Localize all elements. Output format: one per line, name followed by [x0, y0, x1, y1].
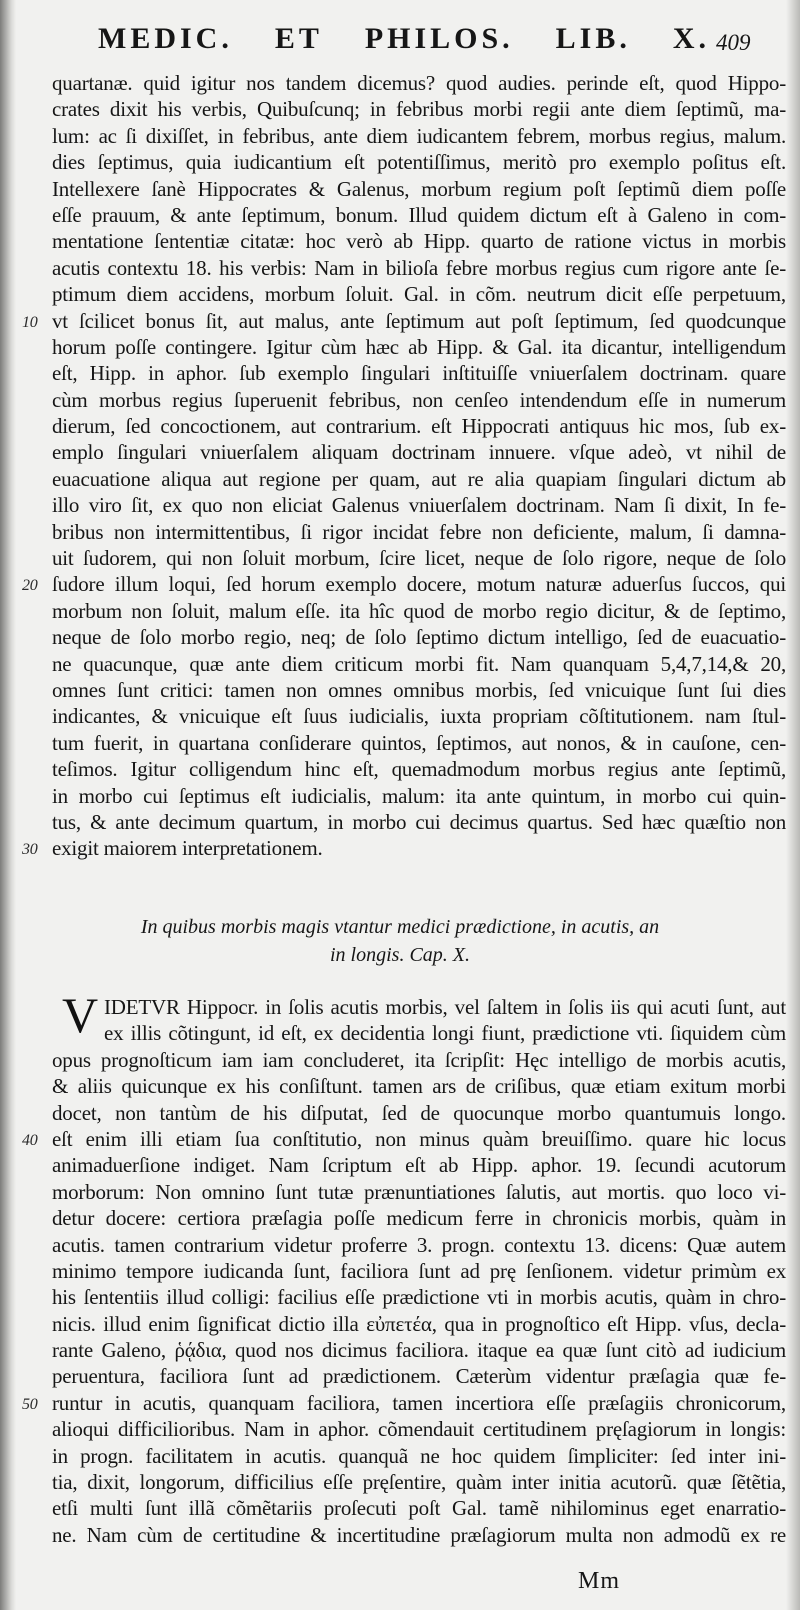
text-line-content: acutis contextu 18. his verbis: Nam in bilioſa febre morbus regius cum rigore ante ſe-	[52, 255, 786, 280]
text-line-content: detur docere: certiora præſagia poſſe medicum ferre in chronicis morbis, quàm in	[52, 1206, 786, 1231]
text-line-content: in progn. facilitatem in acutis. quanquã ne hoc quidem ſimpliciter: ſed inter ini-	[52, 1443, 786, 1468]
text-line-content: IDETVR Hippocr. in ſolis acutis morbis, vel ſaltem in ſolis iis qui acuti ſunt, aut	[104, 995, 786, 1019]
text-line-content: dierum, ſed concoctionem, aut contrarium. eſt Hippocrati antiquus hic mos, ſub ex-	[52, 414, 786, 439]
text-line	[44, 1232, 786, 1258]
text-line-content: illo viro ſit, ex quo non eliciat Galenus vniuerſalem doctrinam. Nam ſi dixit, In fe-	[52, 493, 786, 518]
text-line-content: cùm morbus regius ſuperuenit febribus, non cenſeo intendendum eſſe in numerum	[52, 387, 786, 412]
text-line	[44, 1179, 786, 1205]
body-text-section-1	[22, 70, 786, 862]
text-line	[22, 835, 786, 861]
text-line	[44, 624, 786, 650]
header-word: X.	[672, 22, 710, 55]
page-number: 409	[716, 30, 751, 55]
line-number: 50	[22, 1395, 38, 1413]
text-line-content: morborum: Non omnino ſunt tutæ prænuntiationes ſalutis, aut mortis. quo loco vi-	[52, 1179, 786, 1204]
text-line	[44, 1152, 786, 1178]
text-line-content: ex illis cõtingunt, id eſt, ex decidentia longi fiunt, prædictione vti. ſiquidem cùm	[104, 1021, 786, 1046]
text-line-content: his ſententiis illud colligi: facilius eſſe prædictione vti in morbis acutis, quàm in chro-	[52, 1285, 786, 1310]
text-line	[44, 703, 786, 729]
text-line	[22, 308, 786, 334]
text-line	[44, 281, 786, 307]
text-line-content: tus, & ante decimum quartum, in morbo cui decimus quartus. Sed hæc quæſtio non	[52, 809, 786, 834]
text-line	[44, 439, 786, 465]
text-line	[44, 202, 786, 228]
text-line	[44, 1047, 786, 1073]
text-line	[44, 360, 786, 386]
text-line	[44, 1363, 786, 1389]
text-line-content: indicantes, & vnicuique eſt ſuus iudicialis, iuxta propriam cõſtitutionem. nam ſtul-	[52, 704, 786, 729]
text-line	[44, 149, 786, 175]
text-line	[44, 1495, 786, 1521]
text-line	[44, 519, 786, 545]
text-line	[44, 387, 786, 413]
text-line	[44, 228, 786, 254]
text-line	[44, 1020, 786, 1046]
text-line	[22, 571, 786, 597]
text-line-content: tum fuerit, in quartana conſiderare quintos, ſeptimos, aut nonos, & in cauſone, cen-	[52, 730, 786, 755]
text-line	[44, 1337, 786, 1363]
text-line	[44, 783, 786, 809]
text-line	[44, 413, 786, 439]
text-line-content: & aliis quicunque ex his conſiſtunt. tamen ars de criſibus, quæ etiam exitum morbi	[52, 1074, 786, 1099]
text-line-content: ſudore illum loqui, ſed horum exemplo docere, motum naturæ aduerſus ſuccos, qui	[52, 572, 786, 597]
text-line	[44, 1416, 786, 1442]
text-line	[44, 1522, 786, 1548]
text-line-content: docet, non tantùm de his diſputat, ſed de quocunque morbo quantumuis longo.	[52, 1100, 786, 1125]
text-line	[44, 123, 786, 149]
text-line-content: horum poſſe contingere. Igitur cùm hæc ab Hipp. & Gal. ita dicantur, intelligendum	[52, 334, 786, 359]
line-number: 40	[22, 1131, 38, 1149]
text-line-content: exigit maiorem interpretationem.	[52, 836, 323, 861]
text-line	[44, 1073, 786, 1099]
text-line-content: neque de ſolo morbo regio, neq; de ſolo ſeptimo dictum intelligo, ſed de euacuatio-	[52, 625, 786, 650]
text-line	[44, 677, 786, 703]
text-line-content: crates dixit his verbis, Quibuſcunq; in febribus morbi regii ante diem ſeptimũ, ma-	[52, 97, 786, 122]
text-line	[44, 1469, 786, 1495]
text-line-content: acutis. tamen contrarium videtur proferre 3. progn. contextu 13. dicens: Quæ autem	[52, 1232, 786, 1257]
text-line-content: eſt, Hipp. in aphor. ſub exemplo ſingulari inſtituiſſe vniuerſalem doctrinam. quare	[52, 361, 786, 386]
text-line-content: tia, dixit, longorum, difficilius eſſe pręſentire, quàm inter initia acutorũ. quæ ſẽtẽtia,	[52, 1470, 786, 1495]
text-line	[44, 96, 786, 122]
text-line	[44, 1311, 786, 1337]
drop-capital: V	[62, 987, 99, 1043]
text-line	[44, 466, 786, 492]
text-line	[44, 176, 786, 202]
text-line	[44, 70, 786, 96]
text-line-content: rante Galeno, ῥᾴδια, quod nos dicimus faciliora. itaque ea quæ ſunt citò ad iudicium	[52, 1338, 786, 1363]
text-line-content: dies ſeptimus, quia iudicantium eſt potentiſſimus, meritò pro exemplo poſitus eſt.	[52, 150, 786, 175]
text-line-content: peruentura, faciliora ſunt ad prædictionem. Cæterùm videntur præſagia quæ fe-	[52, 1364, 786, 1389]
line-number: 10	[22, 313, 38, 331]
text-line-content: quartanæ. quid igitur nos tandem dicemus? quod audies. perinde eſt, quod Hippo-	[52, 71, 786, 95]
chapter-heading-line: In quibus morbis magis vtantur medici prædictione, in acutis, an	[140, 916, 660, 938]
signature-mark: Mm	[578, 1568, 621, 1594]
text-line-content: euacuatione aliqua aut regione per quam, aut re alia quapiam ſingulari dictum ab	[52, 466, 786, 491]
header-word: PHILOS.	[364, 22, 514, 55]
body-text-section-2	[22, 994, 786, 1548]
text-line	[44, 1258, 786, 1284]
text-line	[44, 1205, 786, 1231]
header-word: MEDIC.	[98, 22, 233, 55]
text-line-content: animaduerſione indiget. Nam ſcriptum eſt ab Hipp. aphor. 19. ſecundi acutorum	[52, 1153, 786, 1178]
text-line	[44, 255, 786, 281]
text-line	[44, 1284, 786, 1310]
text-line-content: morbum non ſoluit, malum eſſe. ita hîc quod de morbo regio dicitur, & de ſeptimo,	[52, 598, 786, 623]
text-line-content: mentatione ſententiæ citatæ: hoc verò ab Hipp. quarto de ratione victus in morbis	[52, 229, 786, 254]
text-line	[44, 756, 786, 782]
text-line-content: opus prognoſticum iam iam concluderet, ita ſcripſit: Hęc intelligo de morbis acutis,	[52, 1047, 786, 1072]
text-line	[44, 492, 786, 518]
text-line	[44, 545, 786, 571]
text-line	[44, 809, 786, 835]
text-line-content: Intellexere ſanè Hippocrates & Galenus, morbum regium poſt ſeptimũ diem poſſe	[52, 176, 786, 201]
text-line	[44, 994, 786, 1020]
text-line-content: nicis. illud enim ſignificat dictio illa εὐπετέα, qua in prognoſtico eſt Hipp. vſus, decla-	[52, 1311, 786, 1336]
text-line	[22, 1126, 786, 1152]
line-number: 20	[22, 577, 38, 595]
text-line-content: ne. Nam cùm de certitudine & incertitudine præſagiorum multa non admodũ ex re	[52, 1522, 786, 1547]
text-line-content: teſimos. Igitur colligendum hinc eſt, quemadmodum morbus regius ante ſeptimũ,	[52, 757, 786, 782]
text-line	[44, 651, 786, 677]
text-line	[44, 730, 786, 756]
header-word: LIB.	[555, 22, 631, 55]
text-line-content: vt ſcilicet bonus ſit, aut malus, ante ſeptimum aut poſt ſeptimum, ſed quodcunque	[52, 308, 786, 333]
text-line-content: eſt enim illi etiam ſua conſtitutio, non minus quàm breuiſſimo. quare hic locus	[52, 1126, 786, 1151]
text-line-content: ne quacunque, quæ ante diem criticum morbi fit. Nam quanquam 5,4,7,14,& 20,	[52, 651, 786, 676]
text-line-content: alioqui difficilioribus. Nam in aphor. cõmendauit certitudinem pręſagiorum in longis:	[52, 1417, 786, 1442]
text-line	[44, 1100, 786, 1126]
header-word: ET	[274, 22, 323, 55]
text-line-content: runtur in acutis, quanquam faciliora, tamen incertiora eſſe præſagiis chronicorum,	[52, 1390, 786, 1415]
chapter-heading-line: in longis. Cap. X.	[329, 944, 470, 966]
chapter-heading	[0, 913, 800, 969]
line-number: 30	[22, 841, 38, 859]
text-line-content: minimo tempore iudicanda ſunt, faciliora ſunt ad prę ſenſionem. videtur primùm ex	[52, 1258, 786, 1283]
running-header	[98, 22, 710, 56]
text-line-content: uit ſudorem, qui non ſoluit morbum, ſcire licet, neque de ſolo rigore, neque de ſolo	[52, 546, 786, 571]
text-line-content: emplo ſingulari vniuerſalem aliquam doctrinam innuere. vſque adeò, vt nihil de	[52, 440, 786, 465]
text-line	[44, 598, 786, 624]
text-line	[22, 1390, 786, 1416]
text-line-content: in morbo cui ſeptimus eſt iudicialis, malum: ita ante quintum, in morbo cui quin-	[52, 783, 786, 808]
text-line-content: bribus non intermittentibus, ſi rigor incidat febre non deficiente, malum, ſi damna-	[52, 519, 786, 544]
text-line	[44, 334, 786, 360]
text-line-content: eſſe prauum, & ante ſeptimum, bonum. Illud quidem dictum eſt à Galeno in com-	[52, 202, 786, 227]
text-line-content: lum: ac ſi dixiſſet, in febribus, ante diem iudicantem febrem, morbus regius, malum.	[52, 123, 786, 148]
text-line-content: omnes ſunt critici: tamen non omnes omnibus morbis, ſed vnicuique ſunt ſui dies	[52, 677, 786, 702]
text-line-content: ptimum diem accidens, morbum ſoluit. Gal. in cõm. neutrum dicit eſſe perpetuum,	[52, 282, 786, 307]
text-line	[44, 1443, 786, 1469]
text-line-content: etſi multi ſunt illã cõmẽtariis proſecuti poſt Gal. tamẽ nihilominus eget enarratio-	[52, 1496, 786, 1521]
